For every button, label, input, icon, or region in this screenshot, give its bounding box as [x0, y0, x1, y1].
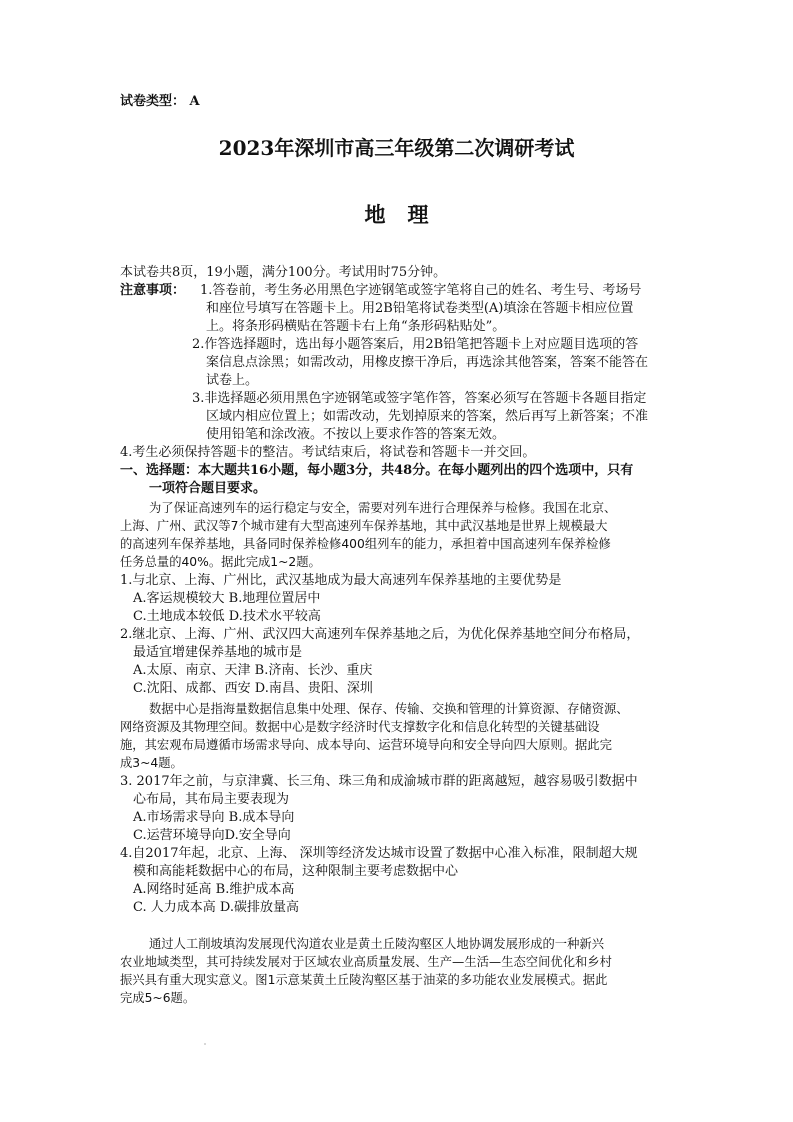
- intro-text: 本试卷共8页，19小题，满分100分。考试用时75分钟。: [120, 265, 447, 280]
- question-stem: 1.与北京、上海、广州比，武汉基地成为最大高速列车保养基地的主要优势是: [120, 573, 562, 588]
- passage-line: 成3~4题。: [120, 756, 183, 770]
- passage-line: 任务总量的40%。据此完成1~2题。: [120, 555, 321, 569]
- passage-line: 的高速列车保养基地，具备同时保养检修400组列车的能力，承担着中国高速列车保养检修: [120, 537, 611, 551]
- question-stem-cont: 最适宜增建保养基地的城市是: [133, 645, 303, 660]
- passage-line: 上海、广州、武汉等7个城市建有大型高速列车保养基地，其中武汉基地是世界上规模最大: [120, 519, 608, 533]
- note-line: 使用铅笔和涂改液。不按以上要求作答的答案无效。: [206, 427, 506, 442]
- passage-line: 农业地域类型，其可持续发展对于区域农业高质量发展、生产—生活—生态空间优化和乡村: [120, 955, 612, 969]
- question-options: C.土地成本较低 D.技术水平较高: [133, 609, 321, 624]
- note-line: 2.作答选择题时，选出每小题答案后，用2B铅笔把答题卡上对应题目选项的答: [192, 337, 639, 352]
- question-stem-cont: 模和高能耗数据中心的布局，这种限制主要考虑数据中心: [133, 864, 459, 879]
- passage-line: 施，其宏观布局遵循市场需求导向、成本导向、运营环境导向和安全导向四大原则。据此完: [120, 738, 612, 752]
- paper-type-value: A: [189, 94, 200, 109]
- passage-line: 网络资源及其物理空间。数据中心是数字经济时代支撑数字化和信息化转型的关键基础设: [120, 720, 600, 734]
- note-line: 上。将条形码横贴在答题卡右上角“条形码粘贴处”。: [206, 319, 506, 334]
- question-stem: 4.自2017年起，北京、上海、 深圳等经济发达城市设置了数据中心准入标准，限制超大规: [120, 846, 638, 861]
- question-options: C.运营环境导向D.安全导向: [133, 828, 291, 843]
- question-options: A.客运规模较大 B.地理位置居中: [133, 591, 321, 606]
- passage-line: 数据中心是指海量数据信息集中处理、保存、传输、交换和管理的计算资源、存储资源、: [149, 702, 629, 716]
- question-options: C.沈阳、成都、西安 D.南昌、贵阳、深圳: [133, 681, 373, 696]
- paper-type-label: 试卷类型：: [120, 94, 186, 109]
- passage-line: 为了保证高速列车的运行稳定与安全，需要对列车进行合理保养与检修。我国在北京、: [149, 501, 617, 515]
- note-line: 试卷上。: [206, 373, 259, 388]
- question-stem: 3. 2017年之前，与京津冀、长三角、珠三角和成渝城市群的距离越短，越容易吸引数据中: [120, 774, 638, 789]
- note-line: 案信息点涂黑；如需改动，用橡皮擦干净后，再选涂其他答案，答案不能答在: [206, 355, 649, 370]
- note-line: 3.非选择题必须用黑色字迹钢笔或签字笔作答，答案必须写在答题卡各题目指定: [192, 391, 647, 406]
- note-line: 和座位号填写在答题卡上。用2B铅笔将试卷类型(A)填涂在答题卡相应位置: [206, 301, 634, 316]
- subject-title: 地理: [364, 202, 451, 227]
- question-stem: 2.继北京、上海、广州、武汉四大高速列车保养基地之后，为优化保养基地空间分布格局，: [120, 627, 640, 642]
- passage-line: 完成5~6题。: [120, 991, 196, 1005]
- question-options: A.网络时延高 B.维护成本高: [133, 882, 295, 897]
- passage-line: 通过人工削坡填沟发展现代沟道农业是黄土丘陵沟壑区人地协调发展形成的一种新兴: [149, 937, 604, 951]
- paper-type: [120, 93, 200, 111]
- note-line: 区域内相应位置上；如需改动，先划掉原来的答案，然后再写上新答案；不准: [206, 409, 649, 424]
- question-stem-cont: 心布局，其布局主要表现为: [133, 792, 290, 807]
- scan-speck: [204, 1043, 206, 1045]
- section-heading: 一、选择题：本大题共16小题，每小题3分，共48分。在每小题列出的四个选项中，只有: [120, 463, 634, 478]
- question-options: A.太原、南京、天津 B.济南、长沙、重庆: [133, 663, 373, 678]
- passage-line: 振兴具有重大现实意义。图1示意某黄土丘陵沟壑区基于油菜的多功能农业发展模式。据此: [120, 973, 608, 987]
- notes-label: 注意事项：: [120, 283, 186, 298]
- exam-title: 2023年深圳市高三年级第二次调研考试: [218, 136, 575, 160]
- question-options: A.市场需求导向 B.成本导向: [133, 810, 295, 825]
- note-line: 4.考生必须保持答题卡的整洁。考试结束后，将试卷和答题卡一并交回。: [120, 445, 536, 460]
- question-options: C. 人力成本高 D.碳排放量高: [133, 900, 299, 915]
- note-line: 1.答卷前，考生务必用黑色字迹钢笔或签字笔将自己的姓名、考生号、考场号: [200, 283, 642, 298]
- section-heading-cont: 一项符合题目要求。: [149, 481, 267, 496]
